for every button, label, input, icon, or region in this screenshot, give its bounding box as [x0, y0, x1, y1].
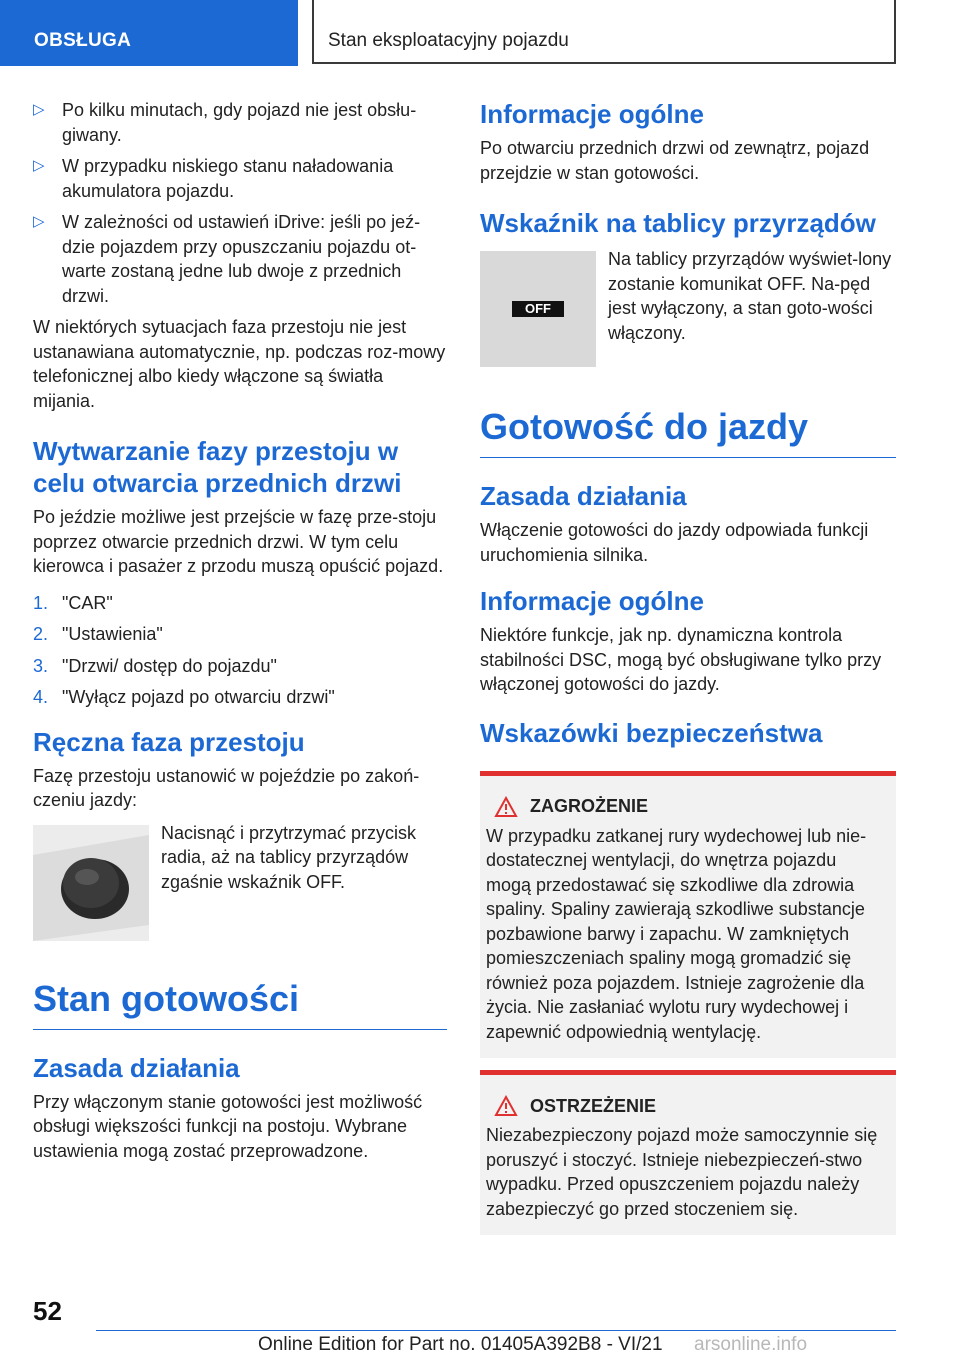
paragraph: Fazę przestoju ustanowić w pojeździe po zakoń-czeniu jazdy:	[33, 765, 420, 810]
heading-wskazowki: Wskazówki bezpieczeństwa	[480, 717, 823, 748]
radio-knob-icon	[33, 825, 149, 941]
list-item: ▷ W zależności od ustawień iDrive: jeśli po jeź-dzie pojazdem przy opuszczaniu pojazdu ot-warte zostaną jedne lub dwoje z przednich drzwi.	[33, 212, 421, 306]
paragraph: Przy włączonym stanie gotowości jest możliwość obsługi większości funkcji na postoju. Wybrane ustawienia mogą zostać przeprowadzone.	[33, 1091, 423, 1161]
figure-off-indicator	[480, 251, 896, 367]
footer-divider	[96, 1330, 896, 1331]
list-item: ▷ W przypadku niskiego stanu naładowania akumulatora pojazdu.	[33, 156, 394, 201]
warning-box	[480, 1070, 896, 1235]
danger-title: ZAGROŻENIE	[530, 796, 649, 816]
triangle-bullet-icon: ▷	[33, 157, 45, 174]
triangle-bullet-icon: ▷	[33, 101, 45, 118]
heading-gotowosc-do-jazdy: Gotowość do jazdy	[480, 406, 809, 447]
watermark: arsonline.info	[694, 1334, 808, 1355]
paragraph: Po otwarciu przednich drzwi od zewnątrz, pojazd przejdzie w stan gotowości.	[480, 138, 870, 183]
heading-zasada: Zasada działania	[480, 481, 687, 511]
page-header	[0, 0, 960, 66]
warning-text: Niezabezpieczony pojazd może samoczynnie się poruszyć i stoczyć. Istnieje niebezpieczeń-stwo wypadku. Przed opuszczeniem pojazdu należy zabezpieczyć go przed stoczeniem się.	[486, 1125, 878, 1219]
heading-rule	[33, 977, 447, 1030]
page-number: 52	[33, 1296, 62, 1326]
paragraph: Włączenie gotowości do jazdy odpowiada funkcji uruchomienia silnika.	[480, 520, 869, 565]
steps-list	[33, 591, 447, 710]
danger-text: W przypadku zatkanej rury wydechowej lub nie-dostatecznej wentylacji, do wnętrza pojazdu mogą przedostawać się szkodliwe dla zdrowia spaliny. Spaliny zawierają szkodliwe substancje pozbawione barwy i zapachu. W zamkniętych pomieszczeniach spaliny mogą gromadzić się również poza pojazdem. Istnieje zagrożenie dla życia. Nie zasłaniać wylotu rury wydechowej i zapewnić odpowiednią wentylację.	[486, 825, 867, 1042]
list-item: 2. "Ustawienia"	[33, 624, 163, 644]
heading-zasada: Zasada działania	[33, 1052, 240, 1083]
paragraph: Niektóre funkcje, jak np. dynamiczna kontrola stabilności DSC, mogą być obsługiwane tylko przy włączonej gotowości do jazdy.	[480, 625, 882, 694]
paragraph: W niektórych sytuacjach faza przestoju nie jest ustanawiana automatycznie, np. podczas roz-mowy telefonicznej albo kiedy włączone są światła mijania.	[33, 317, 446, 411]
figure-radio-button	[33, 822, 447, 941]
heading-rule	[480, 405, 896, 458]
list-item: ▷ Po kilku minutach, gdy pojazd nie jest obsłu-giwany.	[33, 100, 417, 145]
figure-caption: Nacisnąć i przytrzymać przycisk radia, aż na tablicy przyrządów zgaśnie wskaźnik OFF.	[161, 822, 417, 892]
right-column	[480, 98, 896, 1235]
paragraph: Po jeździe możliwe jest przejście w fazę prze-stoju poprzez otwarcie przednich drzwi. W tym celu kierowca i pasażer z przodu muszą opuścić pojazd.	[33, 507, 444, 576]
section-tab: OBSŁUGA	[0, 0, 298, 66]
condition-list	[33, 98, 447, 308]
left-column	[33, 98, 447, 1163]
heading-informacje: Informacje ogólne	[480, 586, 704, 616]
warning-triangle-icon	[494, 1095, 518, 1117]
triangle-bullet-icon: ▷	[33, 213, 45, 230]
heading-wskaznik: Wskaźnik na tablicy przyrządów	[480, 208, 876, 238]
chapter-title: Stan eksploatacyjny pojazdu	[312, 0, 896, 64]
list-item: 1. "CAR"	[33, 592, 113, 613]
danger-box	[480, 771, 896, 1059]
warning-triangle-icon	[494, 796, 518, 818]
heading-stan-gotowosci: Stan gotowości	[33, 977, 300, 1019]
heading-wytwarzanie: Wytwarzanie fazy przestoju w celu otwarcia przednich drzwi	[33, 436, 402, 498]
warning-title: OSTRZEŻENIE	[530, 1095, 657, 1116]
radio-button-image	[33, 825, 149, 941]
off-indicator-badge: OFF	[512, 301, 564, 317]
edition-text: Online Edition for Part no. 01405A392B8 - VI/21	[258, 1334, 663, 1355]
heading-reczna: Ręczna faza przestoju	[33, 726, 305, 757]
list-item: 4. "Wyłącz pojazd po otwarciu drzwi"	[33, 687, 335, 707]
list-item: 3. "Drzwi/ dostęp do pojazdu"	[33, 655, 277, 676]
figure-caption: Na tablicy przyrządów wyświet-lony zostanie komunikat OFF. Na-pęd jest wyłączony, a stan goto-wości włączony.	[608, 249, 892, 343]
heading-informacje: Informacje ogólne	[480, 99, 704, 129]
cluster-display-image	[480, 251, 596, 367]
